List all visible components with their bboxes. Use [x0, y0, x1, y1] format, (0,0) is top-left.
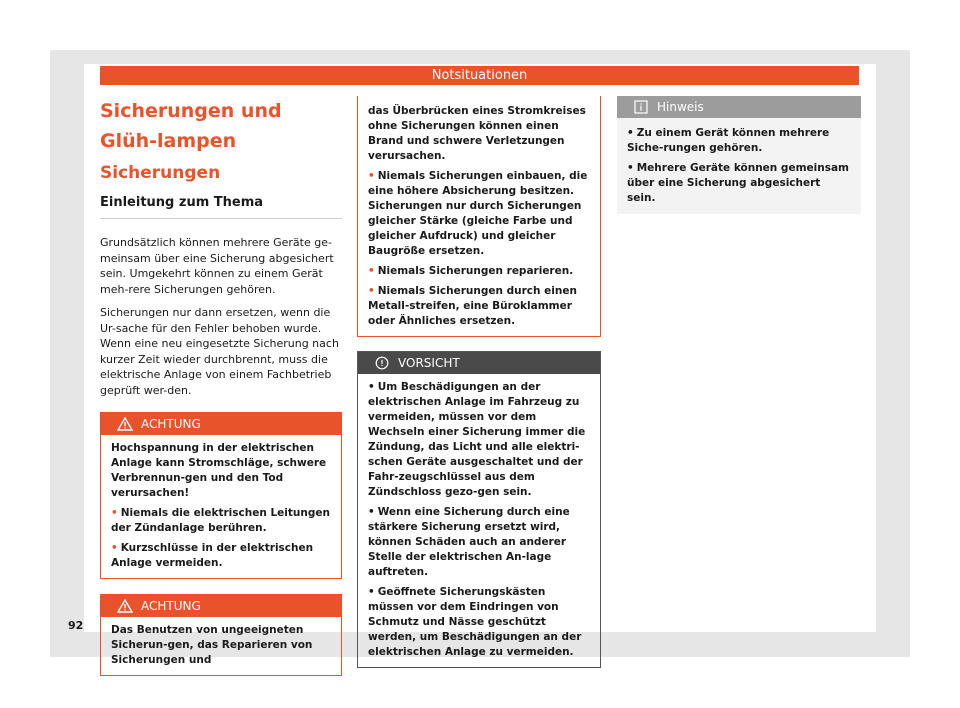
warning-box: [100, 412, 342, 579]
warning-intro: Hochspannung in der elektrischen Anlage kann Stromschläge, schwere Verbrennun-gen und den Tod verursachen!: [111, 442, 327, 499]
warning-box-body: [101, 435, 341, 578]
caution-bullet: • Geöffnete Sicherungskästen müssen vor dem Eindringen von Schmutz und Nässe geschützt werden, um Beschädigungen an der elektrischen Anlage zu vermeiden.: [368, 586, 582, 658]
warning-triangle-icon: [117, 417, 133, 431]
warning-box-header: [101, 413, 341, 435]
page-number: 92: [68, 619, 84, 632]
warning-box-title: ACHTUNG: [141, 417, 201, 431]
warning-bullet: • Kurzschlüsse in der elektrischen Anlage vermeiden.: [111, 542, 314, 569]
caution-box-title: VORSICHT: [398, 356, 460, 370]
note-bullet: • Zu einem Gerät können mehrere Siche-rungen gehören.: [627, 127, 830, 154]
warning-triangle-icon: [117, 599, 133, 613]
warning-bullet: • Niemals die elektrischen Leitungen der Zündanlage berühren.: [111, 507, 330, 534]
warning-intro: Das Benutzen von ungeeigneten Sicherun-gen, das Reparieren von Sicherungen und: [111, 624, 313, 666]
info-circle-icon: [374, 356, 390, 370]
warning-box-header: [101, 595, 341, 617]
note-box: [617, 96, 861, 214]
warning-box-body: [358, 96, 600, 336]
caution-bullet: • Um Beschädigungen an der elektrischen Anlage im Fahrzeug zu vermeiden, müssen vor dem Wechseln einer Sicherung immer die Zündung, das Licht und alle elektri-schen Geräte ausgeschaltet und der Fahr-zeugschlüssel aus dem Zündschloss gezo-gen sein.: [368, 381, 586, 498]
warning-bullet: • Niemals Sicherungen einbauen, die eine höhere Absicherung besitzen. Sicherungen nur durch Sicherungen gleicher Stärke (gleiche Farbe und gleicher Aufdruck) und gleicher Baugröße ersetzen.: [368, 170, 588, 257]
warning-bullet: • Niemals Sicherungen durch einen Metall-streifen, eine Büroklammer oder Ähnliches ersetzen.: [368, 285, 577, 327]
section-header: Notsituationen: [100, 66, 859, 85]
note-box-body: [617, 118, 861, 214]
warning-intro: das Überbrücken eines Stromkreises ohne Sicherungen können einen Brand und schwere Verletzungen verursachen.: [368, 105, 586, 162]
caution-box-header: [358, 352, 600, 374]
warning-box: [100, 594, 342, 676]
warning-box-continued: [357, 96, 601, 337]
note-bullet: • Mehrere Geräte können gemeinsam über eine Sicherung abgesichert sein.: [627, 162, 849, 204]
column-left: [100, 96, 342, 690]
column-right: [617, 96, 861, 228]
warning-box-title: ACHTUNG: [141, 599, 201, 613]
section-title: Sicherungen: [100, 163, 221, 183]
caution-box-body: [358, 374, 600, 667]
info-square-icon: [633, 100, 649, 114]
warning-bullet: • Niemals Sicherungen reparieren.: [368, 265, 574, 277]
caution-box: [357, 351, 601, 668]
chapter-title: Sicherungen und Glüh-lampen: [100, 100, 282, 152]
body-paragraph: Sicherungen nur dann ersetzen, wenn die Ur-sache für den Fehler behoben wurde. Wenn eine neu eingesetzte Sicherung nach kurzer Zeit wieder durchbrennt, muss die elektrische Anlage von einem Fachbetrieb geprüft wer-den.: [100, 306, 339, 397]
note-box-title: Hinweis: [657, 100, 704, 114]
body-paragraph: Grundsätzlich können mehrere Geräte ge-meinsam über eine Sicherung abgesichert sein. Umgekehrt können zu einem Gerät meh-rere Sicherungen gehören.: [100, 236, 334, 296]
warning-box-body: [101, 617, 341, 675]
caution-bullet: • Wenn eine Sicherung durch eine stärkere Sicherung ersetzt wird, können Schäden auch an anderer Stelle der elektrischen An-lage auftreten.: [368, 506, 570, 578]
column-middle: [357, 96, 601, 682]
note-box-header: [617, 96, 861, 118]
subsection-title: Einleitung zum Thema: [100, 194, 342, 219]
